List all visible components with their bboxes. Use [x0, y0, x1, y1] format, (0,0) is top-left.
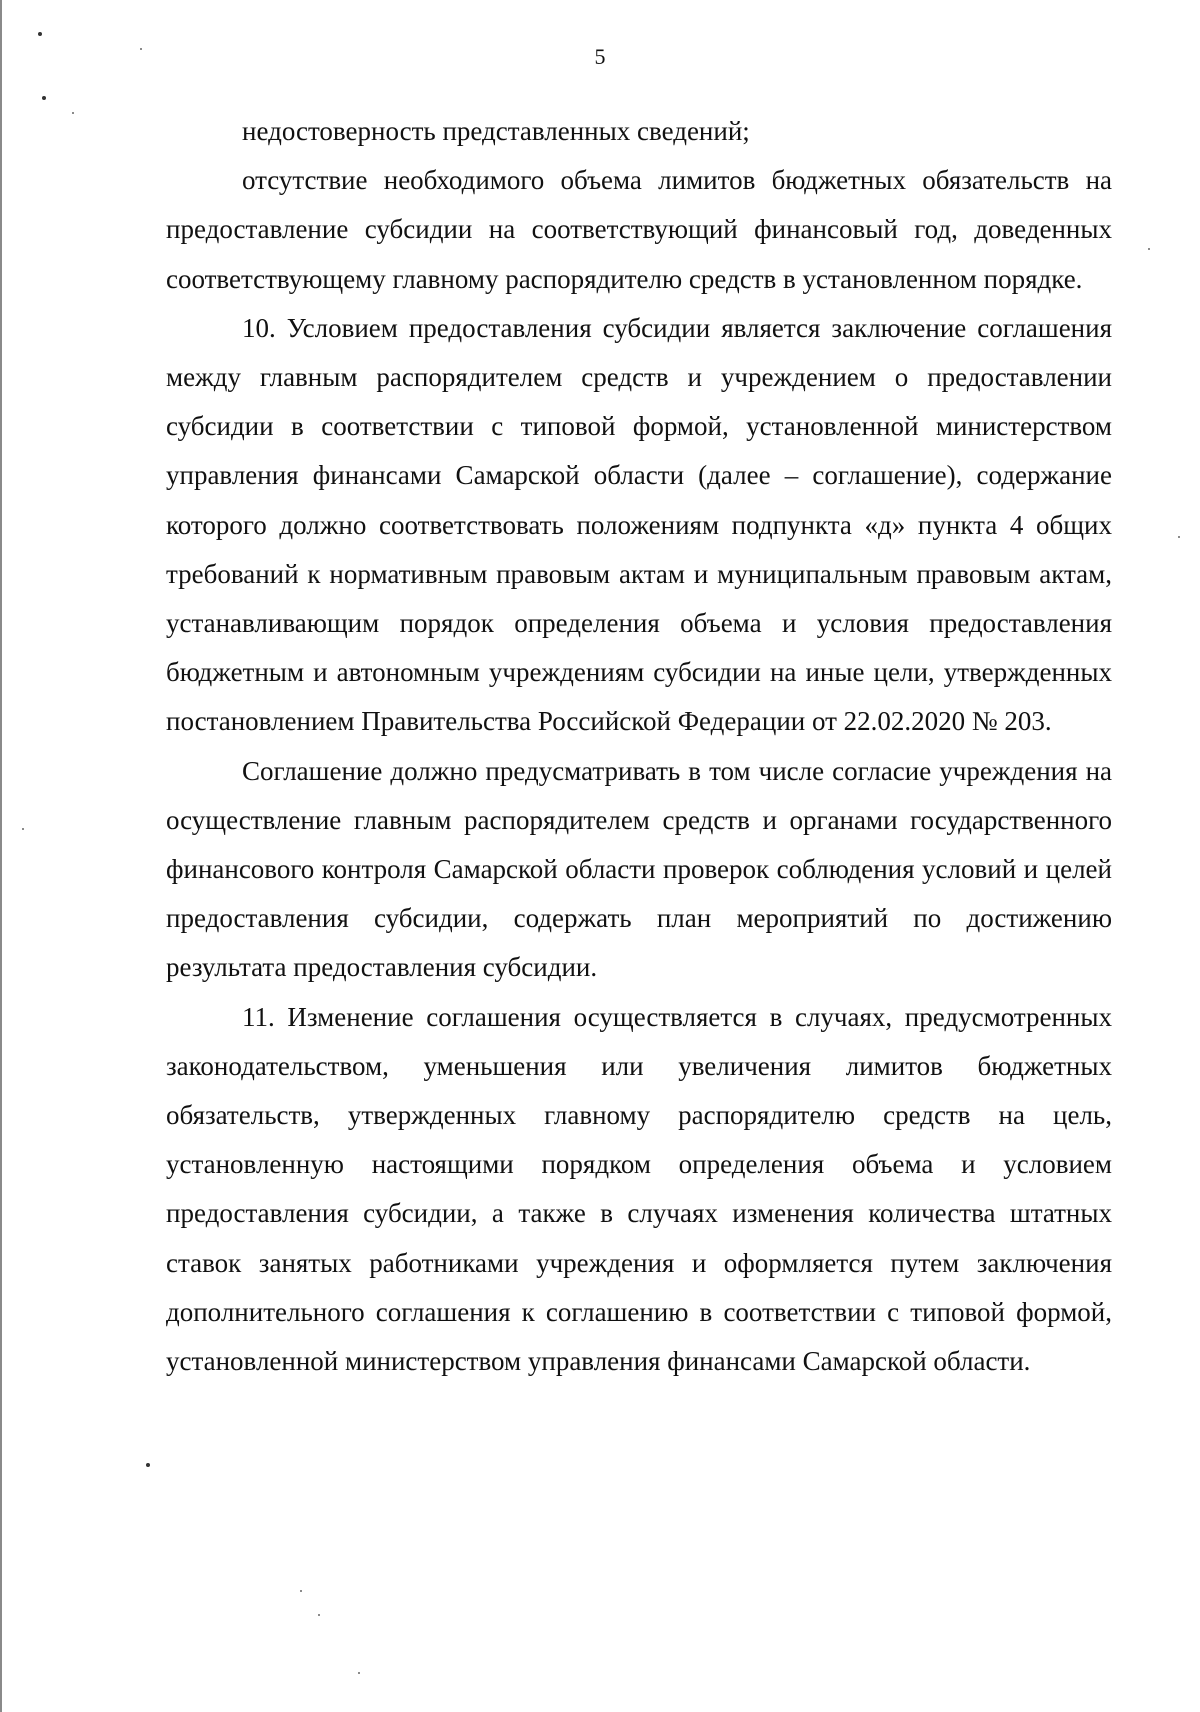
scan-speck	[1148, 248, 1150, 250]
scan-speck	[300, 1590, 302, 1592]
scan-edge-line	[0, 0, 2, 1712]
page-number: 5	[594, 44, 606, 69]
paragraph: 10. Условием предоставления субсидии является заключение соглашения между главным распорядителем средств и учреждением о предоставлении субсидии в соответствии с типовой формой, установленной министерством управления финансами Самарской области (далее – соглашение), содержание которого должно соответствовать положениям подпункта «д» пункта 4 общих требований к нормативным правовым актам и муниципальным правовым актам, устанавливающим порядок определения объема и условия предоставления бюджетным и автономным учреждениям субсидии на иные цели, утвержденных постановлением Правительства Российской Федерации от 22.02.2020 № 203.	[166, 312, 1112, 737]
scan-speck	[72, 112, 74, 114]
paragraph: недостоверность представленных сведений;	[242, 116, 750, 146]
scan-speck	[42, 96, 46, 100]
scan-speck	[38, 32, 42, 36]
scan-speck	[358, 1672, 360, 1674]
scan-speck	[1178, 536, 1180, 538]
scan-speck	[22, 828, 24, 830]
document-body	[166, 107, 1112, 1386]
scan-speck	[146, 1463, 150, 1467]
scan-speck	[318, 1614, 320, 1616]
paragraph: Соглашение должно предусматривать в том числе согласие учреждения на осуществление главным распорядителем средств и органами государственного финансового контроля Самарской области проверок соблюдения условий и целей предоставления субсидии, содержать план мероприятий по достижению результата предоставления субсидии.	[166, 755, 1112, 983]
paragraph: 11. Изменение соглашения осуществляется в случаях, предусмотренных законодательством, уменьшения или увеличения лимитов бюджетных обязательств, утвержденных главному распорядителю средств на цель, установленную настоящими порядком определения объема и условием предоставления субсидии, а также в случаях изменения количества штатных ставок занятых работниками учреждения и оформляется путем заключения дополнительного соглашения к соглашению в соответствии с типовой формой, установленной министерством управления финансами Самарской области.	[166, 1001, 1112, 1377]
paragraph: отсутствие необходимого объема лимитов бюджетных обязательств на предоставление субсидии на соответствующий финансовый год, доведенных соответствующему главному распорядителю средств в установленном порядке.	[166, 165, 1112, 294]
